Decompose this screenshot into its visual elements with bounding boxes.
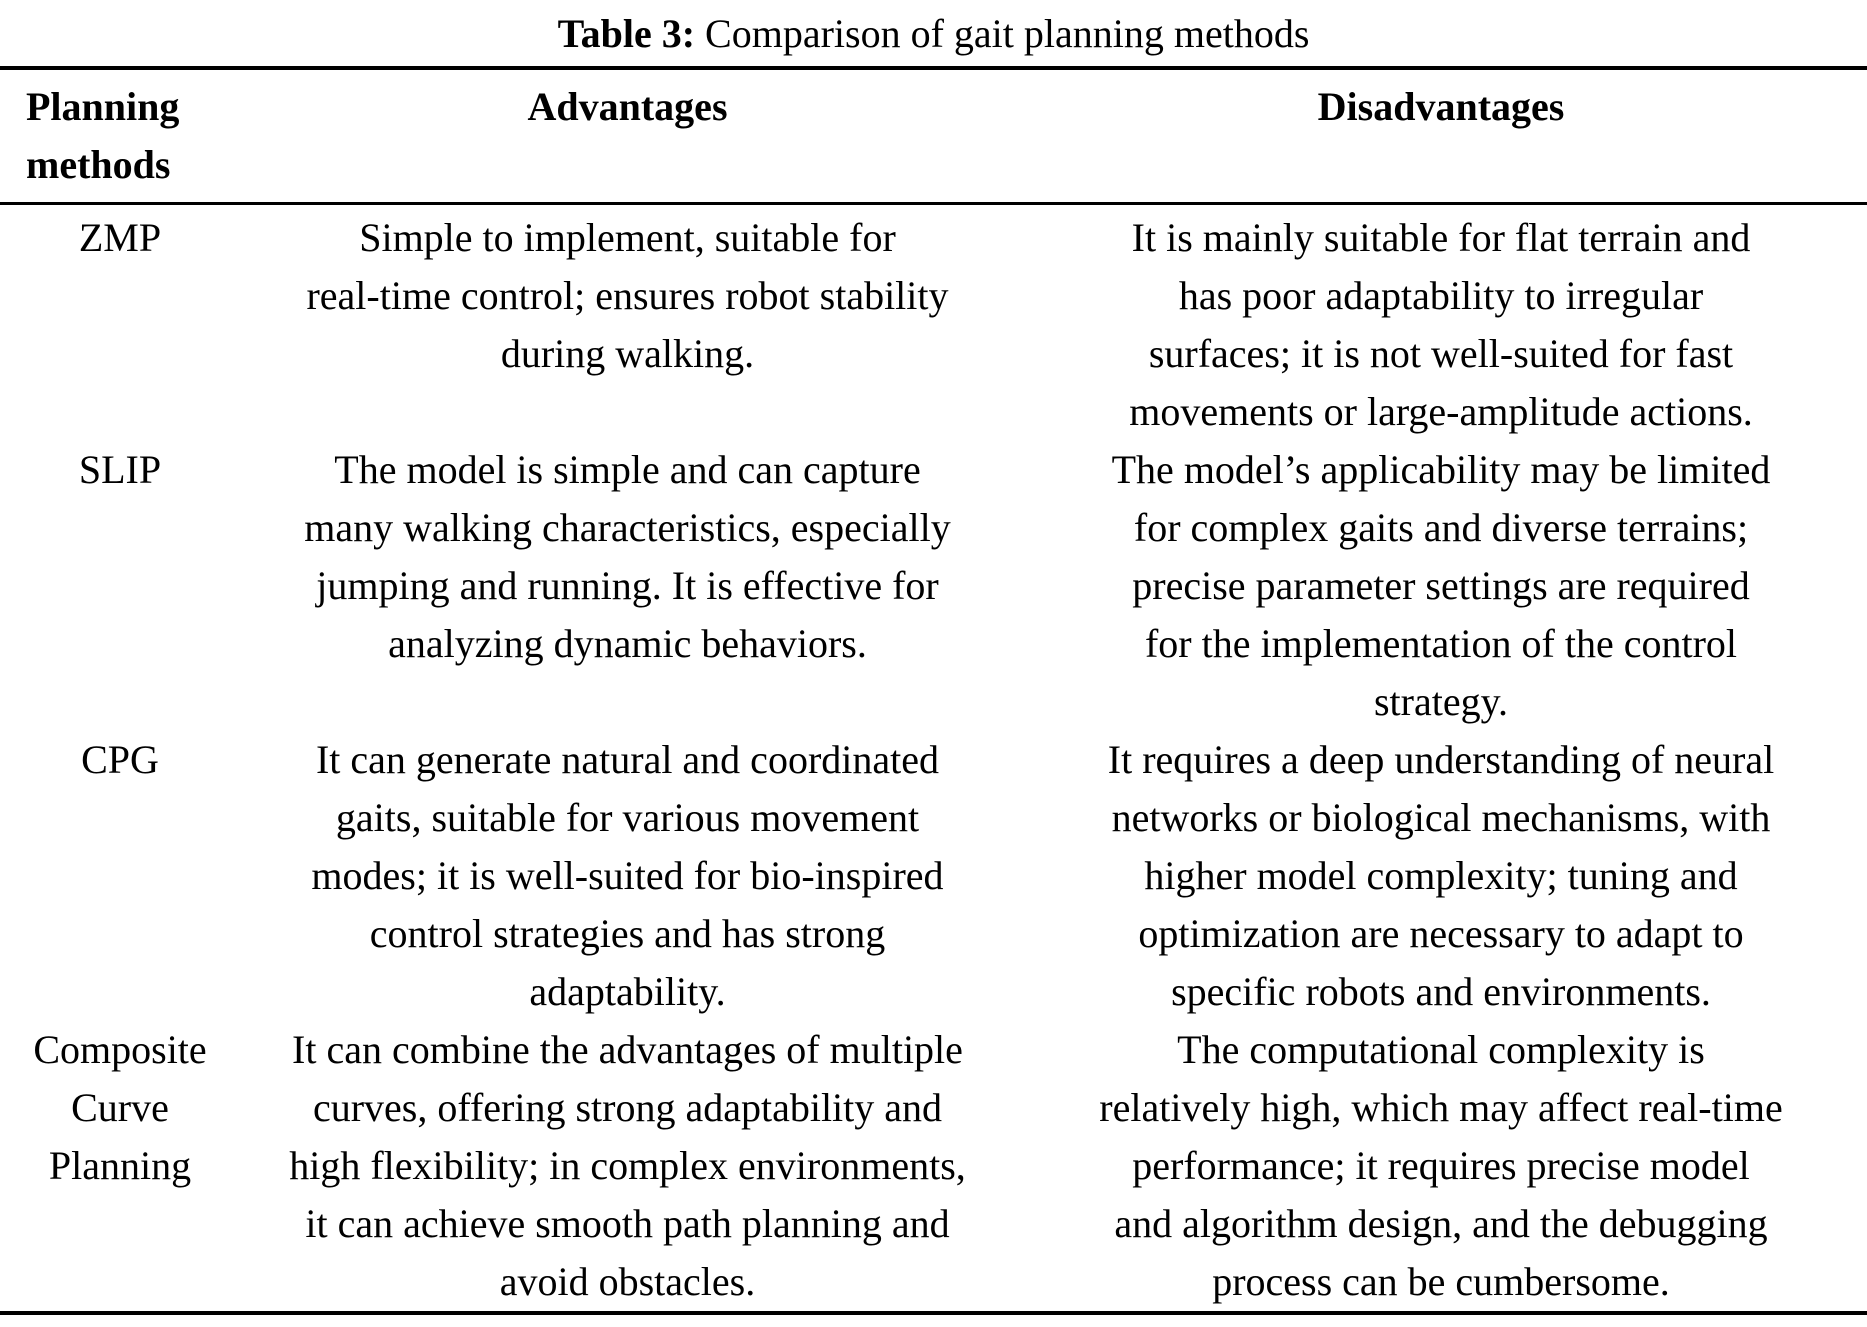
column-header-advantages: Advantages	[527, 84, 728, 129]
cell-line: movements or large-amplitude actions.	[1129, 389, 1753, 434]
table-row-slip	[0, 441, 1867, 731]
table-bottom-rule	[0, 1311, 1867, 1315]
cell-line: high flexibility; in complex environments,	[289, 1143, 966, 1188]
cell-line: real-time control; ensures robot stability	[306, 273, 949, 318]
advantages-cell	[240, 209, 1015, 441]
table-row-cpg	[0, 731, 1867, 1021]
cell-line: The model is simple and can capture	[334, 447, 921, 492]
cell-line: for complex gaits and diverse terrains;	[1133, 505, 1749, 550]
table-caption-text: Comparison of gait planning methods	[695, 10, 1310, 56]
cell-line: during walking.	[500, 331, 755, 376]
table-row-zmp	[0, 205, 1867, 441]
cell-line: It can generate natural and coordinated	[315, 737, 939, 782]
method-cell	[0, 731, 240, 1021]
cell-line: surfaces; it is not well-suited for fast	[1148, 331, 1734, 376]
cell-line: It requires a deep understanding of neural	[1107, 737, 1775, 782]
advantages-cell	[240, 441, 1015, 731]
advantages-cell	[240, 731, 1015, 1021]
cell-line: adaptability.	[529, 969, 726, 1014]
cell-line: gaits, suitable for various movement	[335, 795, 920, 840]
cell-line: specific robots and environments.	[1171, 969, 1711, 1014]
advantages-cell	[240, 1021, 1015, 1311]
cell-line: avoid obstacles.	[499, 1259, 756, 1304]
cell-line: networks or biological mechanisms, with	[1111, 795, 1771, 840]
cell-line: relatively high, which may affect real-time	[1099, 1085, 1783, 1130]
cell-line: The computational complexity is	[1177, 1027, 1705, 1072]
table-caption	[0, 0, 1867, 66]
cell-line: strategy.	[1373, 679, 1509, 724]
method-cell	[0, 441, 240, 731]
table-row-composite-curve-planning	[0, 1021, 1867, 1311]
cell-line: and algorithm design, and the debugging	[1114, 1201, 1768, 1246]
cell-line: precise parameter settings are required	[1132, 563, 1750, 608]
column-header-planning-methods: Planning methods	[26, 84, 180, 187]
disadvantages-cell	[1015, 731, 1867, 1021]
cell-line: jumping and running. It is effective for	[316, 563, 939, 608]
cell-line: higher model complexity; tuning and	[1144, 853, 1738, 898]
method-label: ZMP	[78, 215, 162, 260]
disadvantages-cell	[1015, 441, 1867, 731]
cell-line: It can combine the advantages of multiple	[292, 1027, 963, 1072]
cell-line: has poor adaptability to irregular	[1178, 273, 1704, 318]
cell-line: performance; it requires precise model	[1132, 1143, 1750, 1188]
method-cell	[0, 209, 240, 441]
cell-line: process can be cumbersome.	[1212, 1259, 1670, 1304]
column-header-disadvantages: Disadvantages	[1317, 84, 1565, 129]
cell-line: curves, offering strong adaptability and	[312, 1085, 943, 1130]
cell-line: for the implementation of the control	[1144, 621, 1738, 666]
method-label: CPG	[81, 737, 159, 782]
disadvantages-cell	[1015, 209, 1867, 441]
table-header-row	[0, 70, 1867, 202]
cell-line: analyzing dynamic behaviors.	[388, 621, 867, 666]
cell-line: control strategies and has strong	[369, 911, 886, 956]
method-label: SLIP	[78, 447, 162, 492]
cell-line: modes; it is well-suited for bio-inspired	[311, 853, 944, 898]
method-cell	[0, 1021, 240, 1311]
cell-line: it can achieve smooth path planning and	[305, 1201, 950, 1246]
cell-line: optimization are necessary to adapt to	[1138, 911, 1744, 956]
disadvantages-cell	[1015, 1021, 1867, 1311]
cell-line: many walking characteristics, especially	[304, 505, 951, 550]
method-label: Composite Curve Planning	[33, 1027, 207, 1188]
cell-line: The model’s applicability may be limited	[1111, 447, 1771, 492]
table-caption-label: Table 3:	[557, 10, 696, 56]
cell-line: It is mainly suitable for flat terrain and	[1131, 215, 1751, 260]
cell-line: Simple to implement, suitable for	[359, 215, 896, 260]
